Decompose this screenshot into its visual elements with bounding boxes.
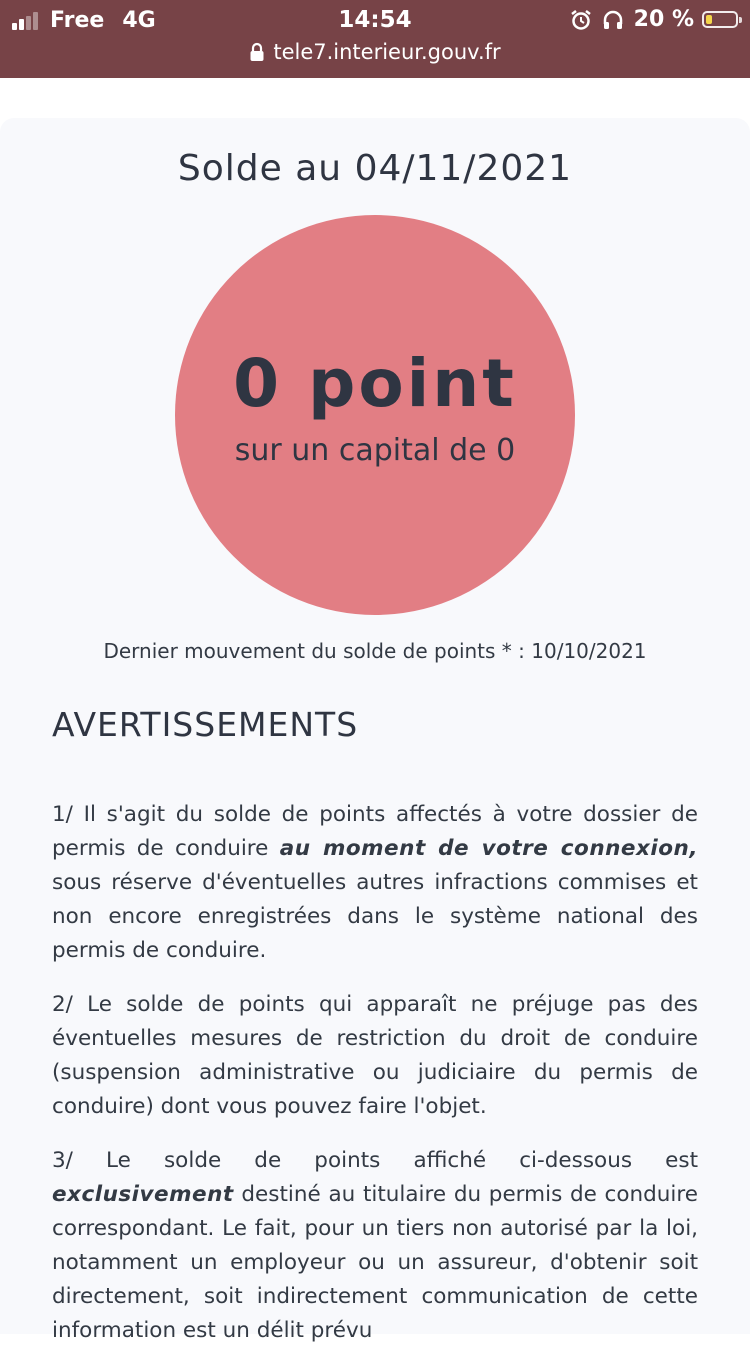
battery-percent: 20 %	[633, 7, 694, 32]
url-bar[interactable]	[0, 40, 750, 64]
url-text[interactable]: tele7.interieur.gouv.fr	[273, 40, 501, 64]
warnings-text	[52, 798, 698, 1368]
carrier-name: Free	[50, 8, 105, 33]
battery-fill	[706, 15, 712, 24]
content-card	[0, 118, 750, 1343]
network-type: 4G	[122, 8, 156, 33]
warning-paragraph-1	[52, 798, 698, 968]
status-bar	[0, 0, 750, 78]
alarm-icon	[570, 9, 592, 31]
warnings-heading: AVERTISSEMENTS	[52, 705, 359, 744]
solde-title: Solde au 04/11/2021	[177, 148, 573, 189]
headphones-icon	[602, 9, 624, 31]
points-capital: sur un capital de 0	[234, 433, 516, 468]
clock: 14:54	[338, 7, 412, 33]
last-movement: Dernier mouvement du solde de points * : 10/10/2021	[103, 639, 647, 663]
warning-paragraph-2: 2/ Le solde de points qui apparaît ne préjuge pas des éventuelles mesures de restriction du droit de conduire (suspension administrative ou judiciaire du permis de conduire) dont vous pouvez faire l'objet.	[52, 992, 698, 1119]
status-right	[570, 7, 738, 32]
warning-paragraph-3	[52, 1144, 698, 1348]
warning-1-text: 1/ Il s'agit du solde de points affectés à votre dossier de permis de conduire	[52, 802, 698, 861]
warning-3-emphasis: exclusivement	[52, 1182, 234, 1207]
points-circle	[175, 215, 575, 615]
warning-3-text: 3/ Le solde de points affiché ci-dessous est	[52, 1148, 698, 1173]
battery-icon	[702, 11, 738, 28]
lock-icon	[249, 42, 265, 62]
warning-1-emphasis: au moment de votre connexion,	[279, 836, 698, 861]
points-value: 0 point	[233, 345, 517, 422]
warning-1-text-end: sous réserve d'éventuelles autres infractions commises et non encore enregistrées dans le système national des permis de conduire.	[52, 870, 698, 963]
warning-3-text-end: destiné au titulaire du permis de conduire correspondant. Le fait, pour un tiers non autorisé par la loi, notamment un employeur ou un assureur, d'obtenir soit directement, soit indirectement communication de cette information est un délit prévu	[52, 1182, 698, 1343]
